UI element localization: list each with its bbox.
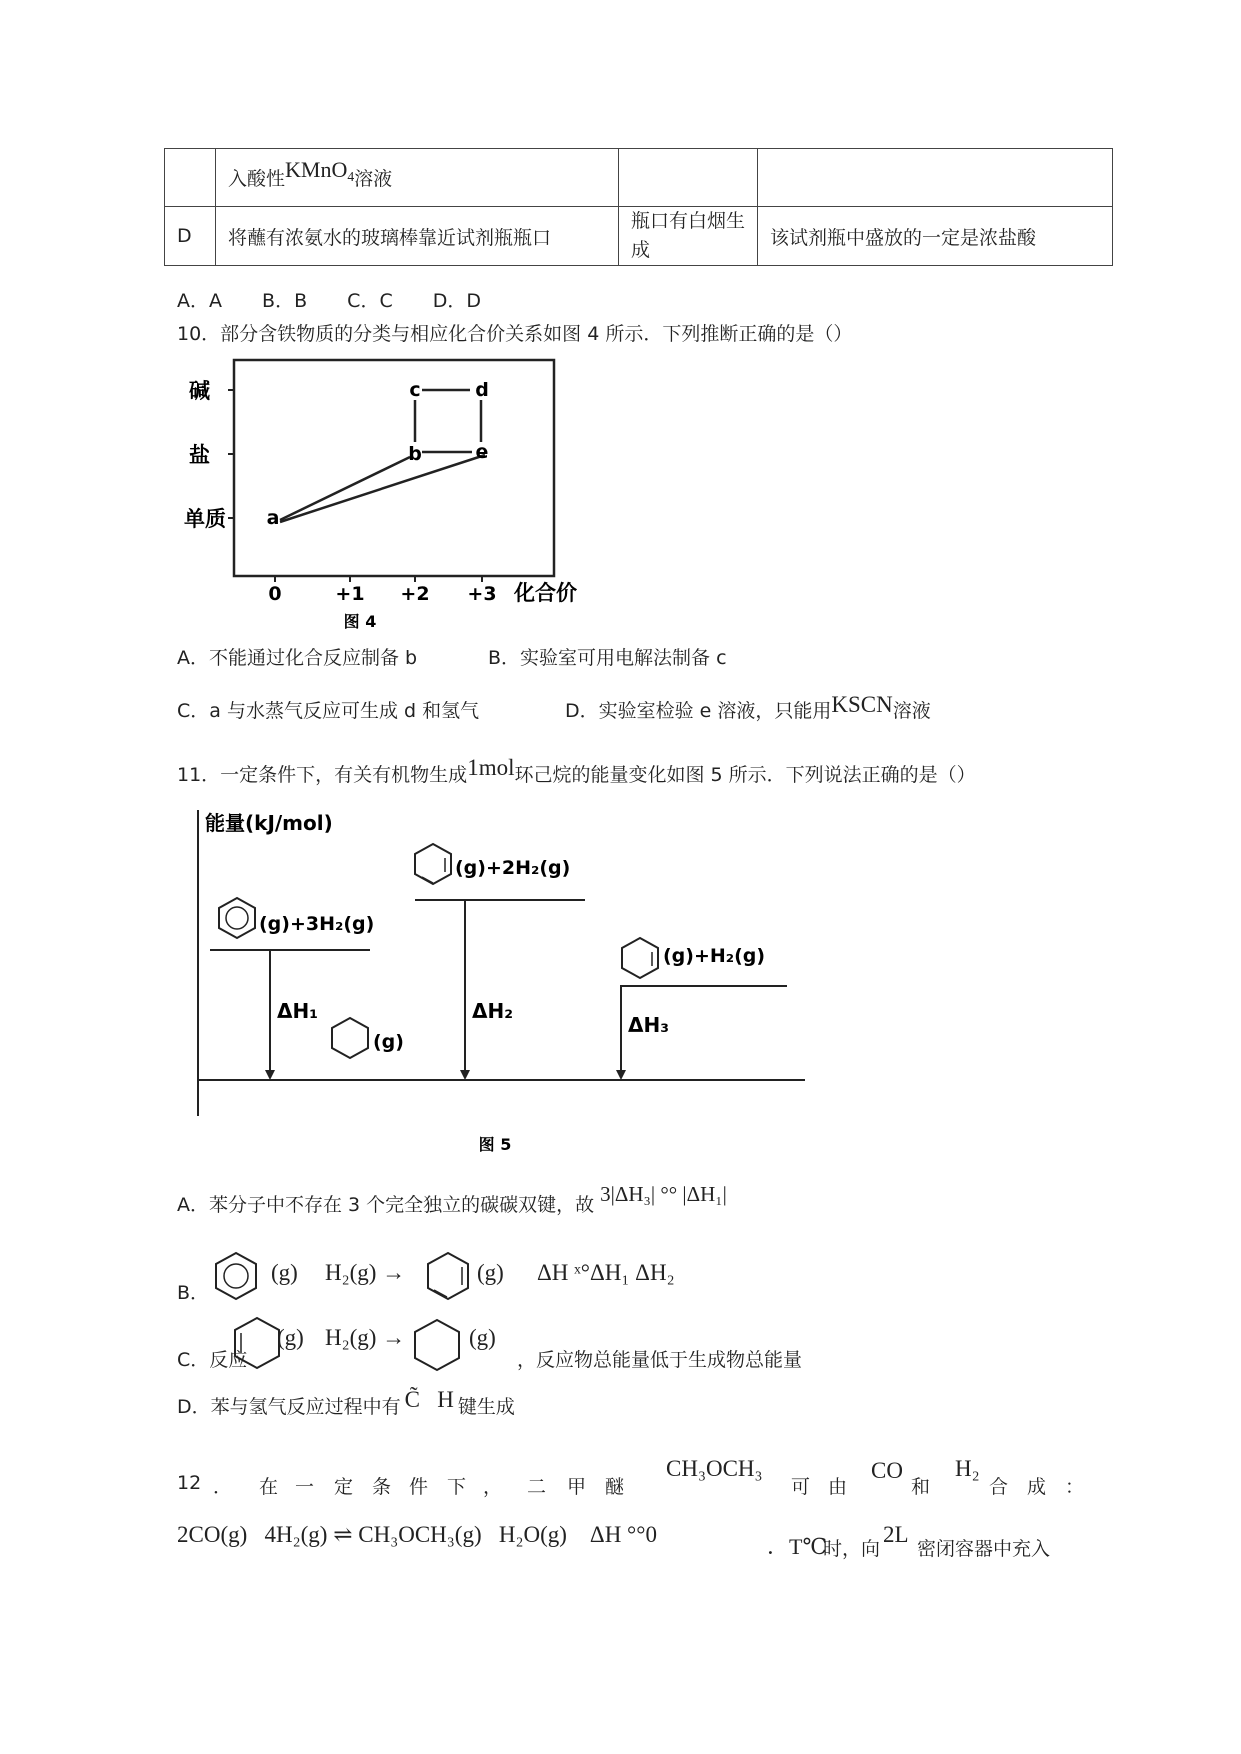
q10-stem: 10．部分含铁物质的分类与相应化合价关系如图 4 所示．下列推断正确的是（） <box>177 323 853 345</box>
q9-option-c: C．C <box>347 290 393 312</box>
c-h-bond: C̃ H <box>404 1387 454 1412</box>
table-row2-conclusion: 该试剂瓶中盛放的一定是浓盐酸 <box>758 207 1113 266</box>
q12-line2: 2CO(g) 4H₂(g) ⇌ CH₃OCH₃(g) H₂O(g) ΔH °°0 ．T℃ 时，向 2L 密闭容器中充入 <box>177 1522 1051 1560</box>
table-row2-phenomenon: 瓶口有白烟生成 <box>619 207 758 266</box>
x-axis-title: 化合价 <box>514 581 577 605</box>
kscn-formula: KSCN <box>831 692 893 717</box>
q10-option-a: A．不能通过化合反应制备 b <box>177 647 418 669</box>
cyclohexane-icon-c <box>411 1317 463 1375</box>
cyclohexadiene-double-bond-2 <box>422 877 433 883</box>
q10-option-c: C．a 与水蒸气反应可生成 d 和氢气 <box>177 700 480 722</box>
x-label-2: +2 <box>400 583 430 605</box>
figure-4-caption: 图 4 <box>343 612 377 631</box>
benzene-icon <box>219 898 255 938</box>
arrow-dh1-head <box>265 1070 275 1080</box>
arrow-dh3-head <box>616 1070 626 1080</box>
benzene-ring-icon <box>226 907 248 929</box>
dh1-label: ΔH₁ <box>277 999 318 1023</box>
q11-option-d: D．苯与氢气反应过程中有 C̃ H 键生成 <box>177 1387 515 1418</box>
figure-4-frame <box>234 360 554 576</box>
edge-a-b <box>280 457 410 520</box>
level1-label: (g)+3H₂(g) <box>259 913 375 935</box>
product-label: (g) <box>373 1031 404 1053</box>
q9-options <box>177 286 481 313</box>
node-a: a <box>266 507 280 529</box>
figure-4 <box>170 352 577 632</box>
reaction-equation: 2CO(g) 4H₂(g) ⇌ CH₃OCH₃(g) H₂O(g) ΔH °°0 <box>177 1522 657 1547</box>
y-label-base: 碱 <box>189 379 210 403</box>
table-row2-label: D <box>165 207 216 266</box>
node-b: b <box>408 443 422 465</box>
x-label-1: +1 <box>335 583 365 605</box>
volume-2l: 2L <box>883 1522 909 1547</box>
y-label-element: 单质 <box>184 507 226 531</box>
option-a-formula: 3|ΔH₃| °° |ΔH₁| <box>600 1182 727 1206</box>
q9-option-d: D．D <box>432 290 482 312</box>
figure-5 <box>175 800 815 1160</box>
q10-option-d: D．实验室检验 e 溶液，只能用KSCN溶液 <box>565 692 931 722</box>
x-label-3: +3 <box>467 583 497 605</box>
cyclohexane-icon <box>332 1018 368 1058</box>
node-c: c <box>409 379 421 401</box>
y-axis-title: 能量(kJ/mol) <box>205 811 333 835</box>
cyclohexene-icon-c <box>231 1315 283 1373</box>
1mol-formula: 1mol <box>467 755 515 780</box>
figure-5-caption: 图 5 <box>478 1135 512 1154</box>
h2-formula: H₂ <box>955 1456 980 1481</box>
x-label-0: 0 <box>268 583 282 605</box>
edge-a-e <box>280 455 485 522</box>
question-9-table <box>164 148 1113 266</box>
q12-line1: 12 ． 在 一 定 条 件 下 ， 二 甲 醚 CH₃OCH₃ 可 由 CO 和 H₂ 合 成 ： <box>177 1456 1085 1498</box>
q11-option-a: A．苯分子中不存在 3 个完全独立的碳碳双键，故 3|ΔH₃| °° |ΔH₁| <box>177 1182 727 1216</box>
table-row1-conclusion <box>758 149 1113 207</box>
q10-option-b: B．实验室可用电解法制备 c <box>488 647 727 669</box>
q9-option-a: A．A <box>177 290 222 312</box>
table-row1-label <box>165 149 216 207</box>
level3-label: (g)+H₂(g) <box>663 945 766 967</box>
node-d: d <box>475 379 489 401</box>
q9-option-b: B．B <box>262 290 308 312</box>
table-row1-post: 溶液 <box>354 168 393 190</box>
benzene-icon-b <box>213 1250 259 1302</box>
cyclohexadiene-icon-b <box>425 1250 471 1302</box>
level2-label: (g)+2H₂(g) <box>455 857 571 879</box>
table-row1-experiment <box>216 149 619 207</box>
table-row2-experiment: 将蘸有浓氨水的玻璃棒靠近试剂瓶瓶口 <box>216 207 619 266</box>
y-label-salt: 盐 <box>189 443 210 467</box>
table-row1-pre: 入酸性 <box>228 168 286 190</box>
dh2-label: ΔH₂ <box>472 999 513 1023</box>
table-row1-phenomenon <box>619 149 758 207</box>
arrow-dh2-head <box>460 1070 470 1080</box>
dh3-label: ΔH₃ <box>628 1013 669 1037</box>
kmno4-formula: KMnO$_4$ <box>285 157 355 185</box>
q11-stem: 11．一定条件下，有关有机物生成1mol环己烷的能量变化如图 5 所示．下列说法正确的是（） <box>177 755 976 786</box>
dme-formula: CH₃OCH₃ <box>666 1456 763 1481</box>
node-e: e <box>475 441 489 463</box>
co-formula: CO <box>871 1458 903 1483</box>
